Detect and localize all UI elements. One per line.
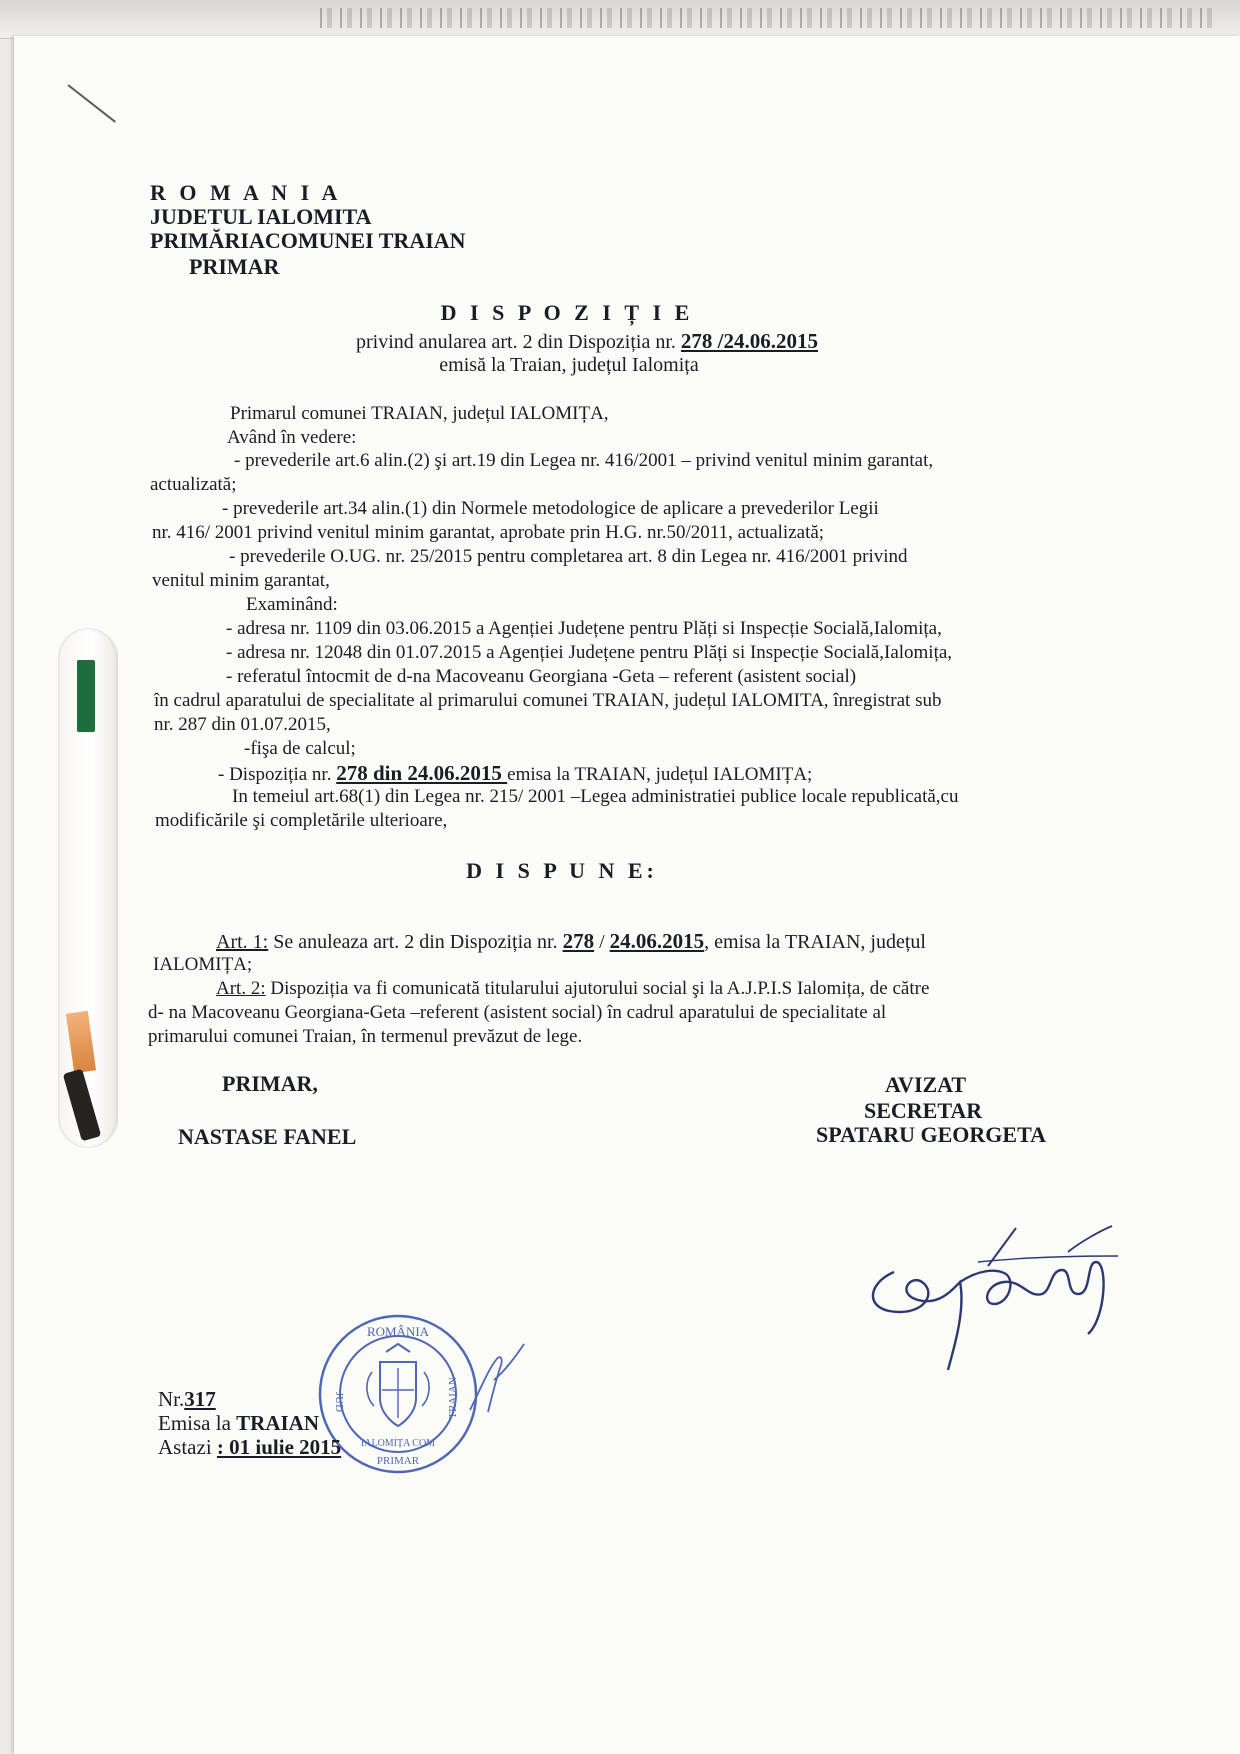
document-number-label: Nr. [158, 1387, 185, 1411]
mayor-signature [466, 1340, 526, 1420]
article-1-ref-date: 24.06.2015 [609, 929, 705, 953]
stamp-county-short: JUD [333, 1391, 345, 1413]
scanner-edge-strip [0, 0, 1240, 39]
article-2-continuation: d- na Macoveanu Georgiana-Geta –referent (asistent social) în cadrul aparatului de specialitate al [148, 1002, 887, 1023]
binder-clip-green [77, 660, 95, 732]
article-1-ref-number: 278 [562, 929, 595, 953]
document-page [14, 36, 1240, 1754]
preamble-line: în cadrul aparatului de specialitate al primarului comunei TRAIAN, județul IALOMITA, înregistrat sub [154, 690, 942, 711]
mayor-title: PRIMAR, [222, 1071, 318, 1096]
preamble-line: - prevederile O.UG. nr. 25/2015 pentru completarea art. 8 din Legea nr. 416/2001 privind [229, 546, 908, 567]
preamble-line: nr. 416/ 2001 privind venitul minim garantat, aprobate prin H.G. nr.50/2011, actualizată; [152, 522, 825, 543]
secretary-signature [856, 1222, 1118, 1372]
preamble-line [218, 761, 812, 787]
article-2 [216, 977, 929, 1001]
preamble-line: venitul minim garantat, [152, 570, 330, 591]
preamble-line: actualizată; [150, 474, 237, 495]
subject-reference: 278 /24.06.2015 [680, 329, 819, 353]
stamp-role: PRIMAR [376, 1455, 420, 1467]
article-2-label: Art. 2: [216, 978, 266, 999]
secretary-title: SECRETAR [864, 1098, 983, 1123]
issue-date-value: : 01 iulie 2015 [216, 1435, 342, 1459]
preamble-line: -fişa de calcul; [244, 738, 356, 759]
article-1-label: Art. 1: [216, 931, 269, 953]
stamp-county: IALOMIȚA COM [360, 1438, 436, 1449]
preamble-text: emisa la TRAIAN, județul IALOMIȚA; [507, 764, 813, 785]
preamble-line: nr. 287 din 01.07.2015, [154, 714, 331, 735]
document-subject [356, 329, 818, 354]
approval-title: AVIZAT [885, 1072, 967, 1097]
preamble-line: Primarul comunei TRAIAN, județul IALOMIȚA, [230, 403, 609, 424]
preamble-line: - referatul întocmit de d-na Macoveanu Georgiana -Geta – referent (asistent social) [226, 666, 857, 687]
issue-date [158, 1435, 341, 1459]
coat-of-arms-icon [367, 1344, 429, 1426]
preamble-line: Examinând: [246, 594, 338, 615]
preamble-line: - adresa nr. 1109 din 03.06.2015 a Agenției Județene pentru Plăți si Inspecție Socială,Ialomița, [226, 618, 942, 639]
article-2-text: Dispoziția va fi comunicată titularului ajutorului social şi la A.J.P.I.S Ialomița, de către [265, 978, 930, 999]
article-1-continuation: IALOMIȚA; [153, 954, 253, 975]
dispune-heading: D I S P U N E: [466, 858, 658, 883]
header-county: JUDETUL IALOMITA [150, 204, 372, 229]
stamp-locality: TRAIAN [447, 1377, 459, 1419]
preamble-line: Având în vedere: [227, 427, 357, 448]
document-number [158, 1387, 216, 1411]
article-1-text: , emisa la TRAIAN, județul [704, 931, 926, 953]
article-1-separator: / [594, 931, 610, 953]
preamble-line: - adresa nr. 12048 din 01.07.2015 a Agenției Județene pentru Plăți si Inspecție Socială,Ialomița, [226, 642, 953, 663]
header-role: PRIMAR [189, 254, 280, 279]
issued-at [158, 1411, 319, 1435]
issued-at-place: TRAIAN [236, 1411, 319, 1435]
preamble-line: - prevederile art.34 alin.(1) din Normele metodologice de aplicare a prevederilor Legii [222, 498, 879, 519]
preamble-line: modificările şi completările ulterioare, [155, 810, 448, 831]
header-office: PRIMĂRIACOMUNEI TRAIAN [150, 228, 466, 253]
preamble-line: In temeiul art.68(1) din Legea nr. 215/ 2001 –Legea administratiei publice locale republicată,cu [232, 786, 959, 807]
document-title: D I S P O Z I Ț I E [440, 300, 694, 325]
stamp-country: ROMÂNIA [366, 1324, 430, 1339]
preamble-text: - Dispoziția nr. [218, 764, 337, 785]
header-country: R O M A N I A [150, 180, 342, 205]
article-1 [216, 929, 926, 954]
subject-text: privind anularea art. 2 din Dispoziția nr. [355, 331, 681, 353]
document-number-value: 317 [184, 1387, 216, 1411]
issue-date-label: Astazi [158, 1435, 217, 1459]
preamble-line: - prevederile art.6 alin.(2) şi art.19 din Legea nr. 416/2001 – privind venitul minim garantat, [234, 450, 934, 471]
issued-at-label: Emisa la [158, 1411, 237, 1435]
secretary-name: SPATARU GEORGETA [816, 1122, 1047, 1147]
scanner-edge-marks [320, 8, 1220, 28]
mayor-name: NASTASE FANEL [178, 1124, 357, 1149]
article-1-text: Se anuleaza art. 2 din Dispoziția nr. [268, 931, 563, 953]
preamble-reference: 278 din 24.06.2015 [336, 761, 508, 785]
article-2-continuation: primarului comunei Traian, în termenul prevăzut de lege. [148, 1026, 583, 1047]
document-issued-at: emisă la Traian, județul Ialomița [439, 354, 699, 376]
